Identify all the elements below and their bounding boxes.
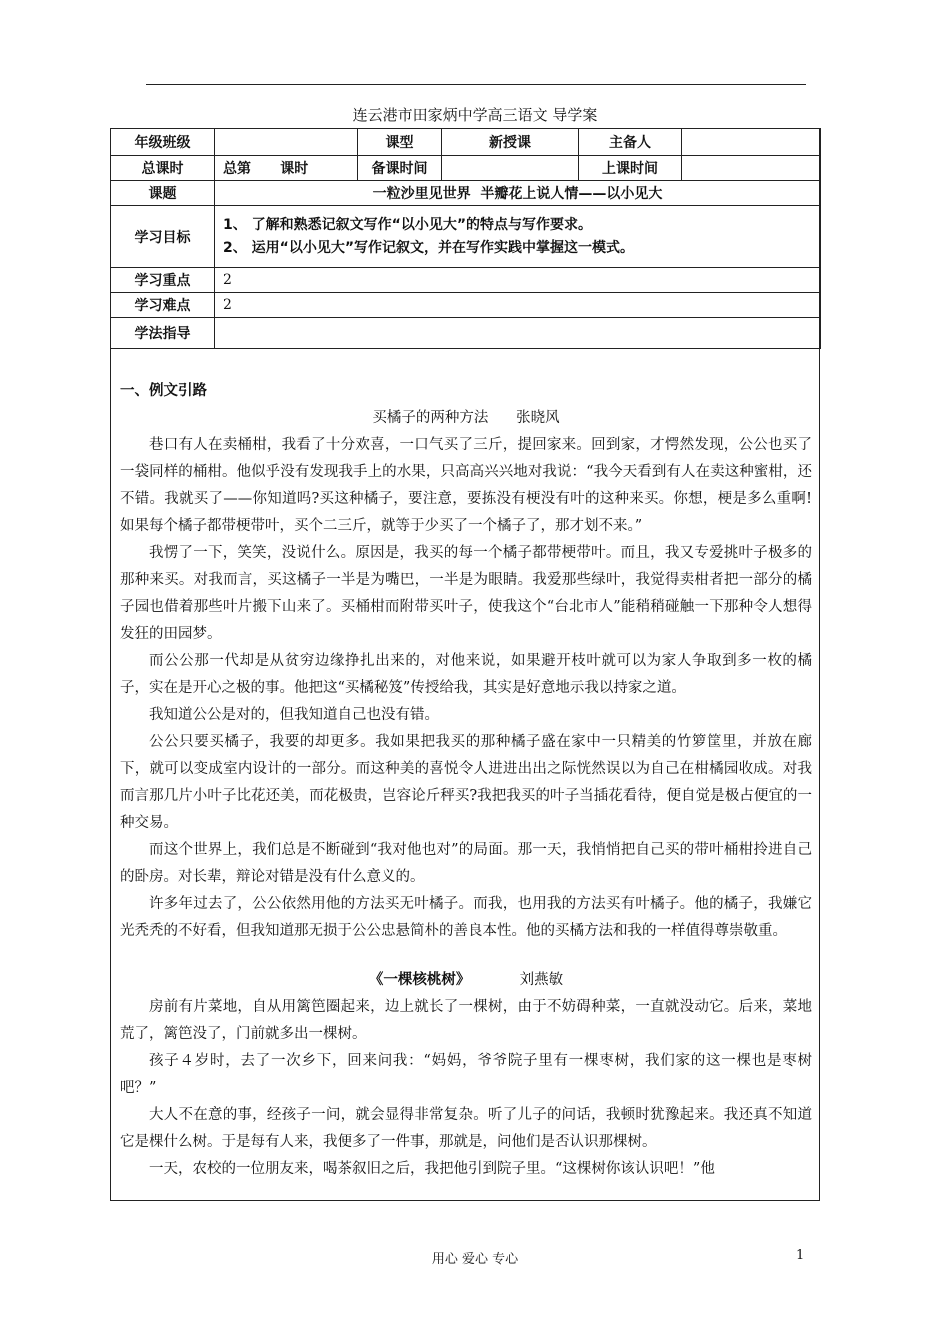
- table-row-goals: [111, 206, 821, 268]
- article1-paragraph: 而这个世界上，我们总是不断碰到“我对他也对”的局面。那一天，我悄悄把自己买的带叶桶柑拎进自己的卧房。对长辈，辩论对错是没有什么意义的。: [120, 842, 812, 885]
- table-row-topic: [111, 181, 821, 206]
- page-footer: 用心 爱心 专心: [431, 1252, 519, 1267]
- study-method-value: [215, 318, 821, 349]
- article1-paragraph: 我知道公公是对的，但我知道自己也没有错。: [149, 707, 439, 723]
- table-row-key: [111, 268, 821, 293]
- label-topic: 课题: [111, 181, 215, 206]
- label-class-time: 上课时间: [579, 156, 682, 181]
- article2-paragraph: 房前有片菜地，自从用篱笆圈起来，边上就长了一棵树，由于不妨碍种菜，一直就没动它。后来，菜地荒了，篱笆没了，门前就多出一棵树。: [120, 999, 812, 1042]
- label-difficulties: 学习难点: [111, 293, 215, 318]
- article1-paragraph: 许多年过去了，公公依然用他的方法买无叶橘子。而我，也用我的方法买有叶橘子。他的橘子，我嫌它光秃秃的不好看，但我知道那无损于公公忠悬简朴的善良本性。他的买橘方法和我的一样值得尊崇敬重。: [120, 896, 812, 939]
- lesson-info-table: [110, 128, 821, 349]
- label-study-method: 学法指导: [111, 318, 215, 349]
- key-points-value: 2: [215, 268, 821, 293]
- preparer-value: [682, 129, 821, 156]
- label-grade: 年级班级: [111, 129, 215, 156]
- learning-goals-cell: [215, 206, 821, 268]
- article1-paragraph: 而公公那一代却是从贫穷边缘挣扎出来的，对他来说，如果避开枝叶就可以为家人争取到多一枚的橘子，实在是开心之极的事。他把这“买橘秘笈”传授给我，其实是好意地示我以持家之道。: [120, 653, 812, 696]
- article2-paragraph: 大人不在意的事，经孩子一问，就会显得非常复杂。听了儿子的问话，我顿时犹豫起来。我还真不知道它是棵什么树。于是每有人来，我便多了一件事，那就是，问他们是否认识那棵树。: [120, 1107, 812, 1150]
- learning-goal-1: 1、 了解和熟悉记叙文写作“以小见大”的特点与写作要求。: [223, 216, 593, 233]
- article1-paragraph: 我愣了一下，笑笑，没说什么。原因是，我买的每一个橘子都带梗带叶。而且，我又专爱挑叶子极多的那种来买。对我而言，买这橘子一半是为嘴巴，一半是为眼睛。我爱那些绿叶，我觉得卖柑者把一部分的橘子园也借着那些叶片搬下山来了。买桶柑而附带买叶子，使我这个“台北市人”能稍稍碰触一下那种令人想得发狂的田园梦。: [120, 545, 812, 642]
- difficulties-value: 2: [215, 293, 821, 318]
- grade-value: [215, 129, 358, 156]
- label-key-points: 学习重点: [111, 268, 215, 293]
- article2-heading: [120, 967, 812, 994]
- topic-value: 一粒沙里见世界 半瓣花上说人情——以小见大: [215, 181, 821, 206]
- main-content: [120, 378, 812, 1183]
- table-row-method: [111, 318, 821, 349]
- article2-title: 《一棵核桃树》: [368, 972, 471, 988]
- label-lesson-type: 课型: [358, 129, 442, 156]
- label-prep-time: 备课时间: [358, 156, 442, 181]
- label-preparer: 主备人: [579, 129, 682, 156]
- prep-time-value: [442, 156, 579, 181]
- page-header: 连云港市田家炳中学高三语文 导学案: [352, 106, 598, 124]
- article2-author: 刘燕敏: [519, 972, 564, 988]
- section-heading: 一、例文引路: [120, 383, 207, 399]
- header-rule: [146, 84, 806, 85]
- article1-paragraph: 巷口有人在卖桶柑，我看了十分欢喜，一口气买了三斤，提回家来。回到家，才愕然发现，公公也买了一袋同样的桶柑。他似乎没有发现我手上的水果，只高高兴兴地对我说：“我今天看到有人在卖这种蜜柑，还不错。我就买了——你知道吗?买这种橘子，要注意，要拣没有梗没有叶的这种来买。你想，梗是多么重啊!如果每个橘子都带梗带叶，买个二三斤，就等于少买了一个橘子了，那才划不来。”: [120, 437, 812, 534]
- label-total-periods: 总课时: [111, 156, 215, 181]
- table-row-periods: [111, 156, 821, 181]
- label-learning-goals: 学习目标: [111, 206, 215, 268]
- lesson-type-value: 新授课: [442, 129, 579, 156]
- article1-title: 买橘子的两种方法 张晓风: [372, 410, 560, 426]
- learning-goal-2: 2、 运用“以小见大”写作记叙文，并在写作实践中掌握这一模式。: [223, 239, 635, 256]
- table-row-grade: [111, 129, 821, 156]
- article2-paragraph: 孩子４岁时，去了一次乡下，回来问我：“妈妈，爷爷院子里有一棵枣树，我们家的这一棵也是枣树吧？”: [120, 1053, 812, 1096]
- class-time-value: [682, 156, 821, 181]
- table-row-difficulty: [111, 293, 821, 318]
- article2-paragraph: 一天，农校的一位朋友来，喝茶叙旧之后，我把他引到院子里。“这棵树你该认识吧！”他: [149, 1161, 715, 1177]
- total-periods-value: 总第 课时: [215, 156, 358, 181]
- page-number: 1: [796, 1248, 805, 1263]
- article1-paragraph: 公公只要买橘子，我要的却更多。我如果把我买的那种橘子盛在家中一只精美的竹箩筐里，并放在廊下，就可以变成室内设计的一部分。而这种美的喜悦令人进进出出之际恍然误以为自己在柑橘园收成。对我而言那几片小叶子比花还美，而花极贵，岂容论斤秤买?我把我买的叶子当插花看待，便自觉是极占便宜的一种交易。: [120, 734, 812, 831]
